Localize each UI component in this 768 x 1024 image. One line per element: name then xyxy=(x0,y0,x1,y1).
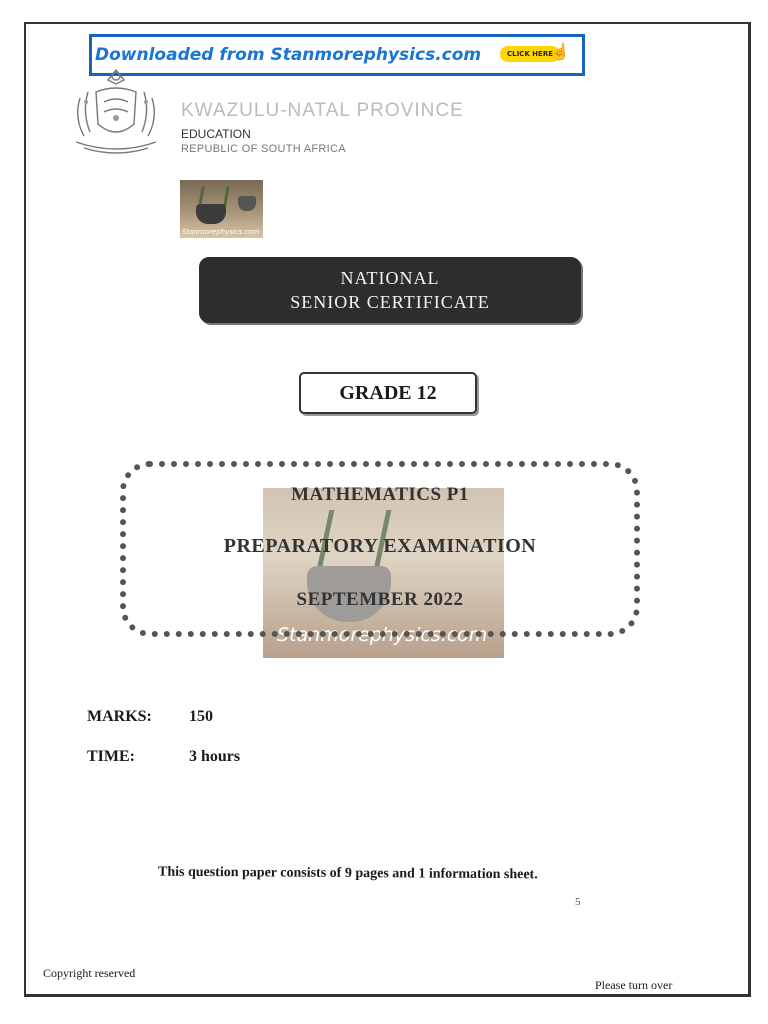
coat-of-arms-icon xyxy=(66,62,166,158)
marks-value: 150 xyxy=(189,708,213,725)
department-name: EDUCATION xyxy=(181,127,251,141)
thumbnail-watermark: Stanmorephysics.com xyxy=(182,228,260,236)
exam-subject: MATHEMATICS P1 xyxy=(291,484,469,505)
plant-pot-icon xyxy=(196,204,226,224)
certificate-line-2: SENIOR CERTIFICATE xyxy=(290,292,490,312)
exam-type: PREPARATORY EXAMINATION xyxy=(223,535,537,557)
time-label: TIME: xyxy=(87,748,135,765)
grade-box: GRADE 12 xyxy=(299,372,477,414)
click-here-button[interactable]: CLICK HERE xyxy=(500,46,560,62)
marks-label: MARKS: xyxy=(87,708,152,725)
page-number: 5 xyxy=(575,896,581,908)
exam-date: SEPTEMBER 2022 xyxy=(296,589,464,610)
watermark-text: Stanmorephysics.com xyxy=(277,624,488,646)
pointer-hand-icon: ☝ xyxy=(550,44,570,61)
certificate-line-1: NATIONAL xyxy=(340,268,440,288)
province-name: KWAZULU-NATAL PROVINCE xyxy=(181,100,464,121)
page-count-note: This question paper consists of 9 pages and 1 information sheet. xyxy=(157,864,538,883)
time-value: 3 hours xyxy=(189,748,241,765)
plant-leaves-icon xyxy=(198,186,230,206)
small-pot-icon xyxy=(238,196,256,211)
copyright-notice: Copyright reserved xyxy=(43,966,136,980)
certificate-banner xyxy=(199,257,581,323)
plant-thumbnail xyxy=(180,180,263,238)
banner-text[interactable]: Downloaded from Stanmorephysics.com xyxy=(95,45,482,65)
republic-name: REPUBLIC OF SOUTH AFRICA xyxy=(181,143,346,155)
turn-over-notice: Please turn over xyxy=(595,978,673,992)
